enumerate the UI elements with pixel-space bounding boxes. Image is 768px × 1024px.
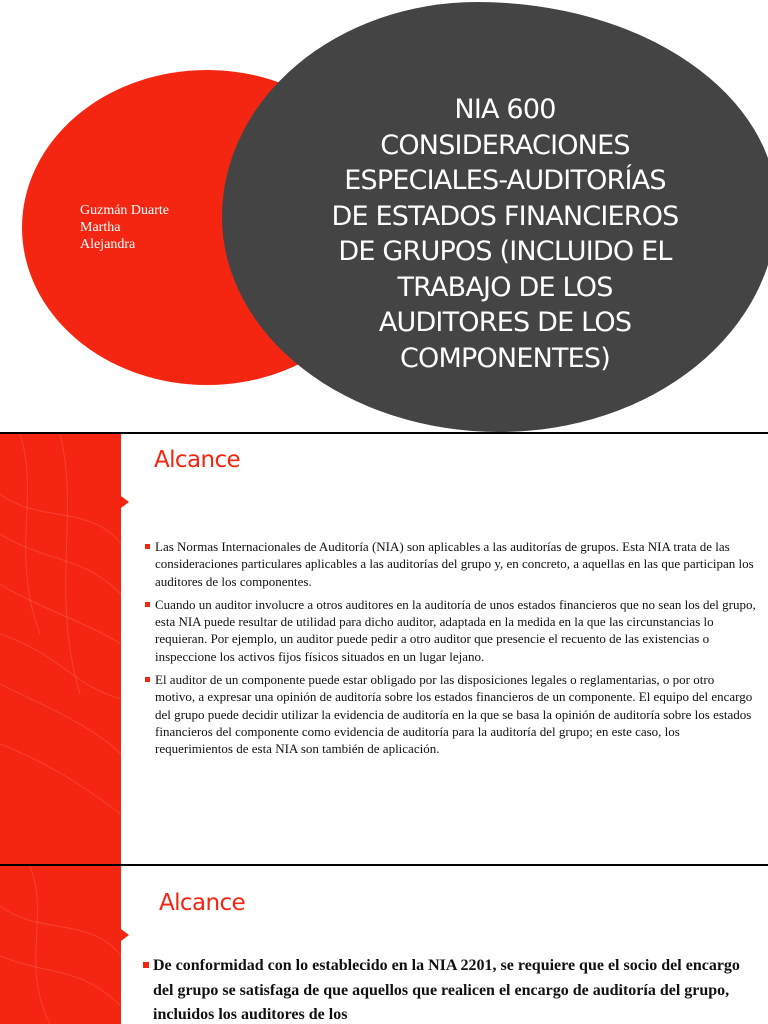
title-line: ESPECIALES-AUDITORÍAS — [344, 165, 666, 196]
band-curves-decoration — [0, 434, 121, 864]
title-line: TRABAJO DE LOS — [397, 271, 613, 303]
title-line: DE GRUPOS (INCLUIDO EL — [338, 236, 672, 267]
title-line: COMPONENTES) — [399, 342, 610, 374]
list-item — [143, 954, 763, 1024]
list-item — [145, 596, 757, 665]
list-item-text: De conformidad con lo establecido en la NIA 2201, se requiere que el socio del encargo del grupo se satisfaga de que aquellos que realicen el encargo de auditoría del grupo, incluidos los auditores de los — [153, 957, 740, 1023]
title-line: DE ESTADOS FINANCIEROS — [331, 200, 679, 232]
bullet-list — [143, 954, 763, 1024]
bullet-list — [145, 538, 757, 764]
red-side-band — [0, 866, 121, 1024]
slide-heading: Alcance — [159, 890, 246, 916]
title-line: AUDITORES DE LOS — [378, 307, 632, 338]
title-line: NIA 600 — [454, 94, 556, 125]
author-line: Alejandra — [80, 237, 136, 252]
list-item — [145, 671, 757, 757]
slide-heading: Alcance — [154, 447, 241, 473]
content-slide-alcance-2 — [0, 866, 768, 1024]
title-line: CONSIDERACIONES — [380, 129, 630, 161]
band-notch — [121, 496, 129, 508]
list-item-text: Cuando un auditor involucre a otros auditores en la auditoría de unos estados financieros que no sean los del grupo, esta NIA puede resultar de utilidad para dicho auditor, adaptada en la medida en la que las circunstancias lo requieran. Por ejemplo, un auditor puede pedir a otro auditor que presencie el recuento de las existencias o inspeccione los activos fijos físicos situados en un lugar lejano. — [155, 596, 756, 664]
title-slide — [0, 0, 768, 432]
bullet-marker — [145, 602, 150, 607]
list-item — [145, 538, 757, 590]
author-name — [80, 202, 230, 253]
content-slide-alcance-1 — [0, 434, 768, 864]
bullet-marker — [145, 544, 150, 549]
bullet-marker — [143, 962, 149, 968]
list-item-text: El auditor de un componente puede estar obligado por las disposiciones legales o reglamentarias, o por otro motivo, a expresar una opinión de auditoría sobre los estados financieros de un componente. El equipo del encargo del grupo puede decidir utilizar la evidencia de auditoría en la que se basa la opinión de auditoría sobre los estados financieros del componente como evidencia de auditoría para la auditoría del grupo; en este caso, los requerimientos de esta NIA son también de aplicación. — [155, 672, 753, 757]
author-line: Martha — [80, 220, 121, 235]
author-line: Guzmán Duarte — [80, 203, 170, 218]
slide-title — [300, 92, 710, 376]
red-side-band — [0, 434, 121, 864]
band-curves-decoration — [0, 866, 121, 1024]
list-item-text: Las Normas Internacionales de Auditoría (NIA) son aplicables a las auditorías de grupos. Esta NIA trata de las consideraciones particulares aplicables a las auditorías del grupo y, en concreto, a aquellas en las que participan los auditores de los componentes. — [155, 539, 754, 589]
bullet-marker — [145, 677, 150, 682]
band-notch — [121, 929, 129, 941]
